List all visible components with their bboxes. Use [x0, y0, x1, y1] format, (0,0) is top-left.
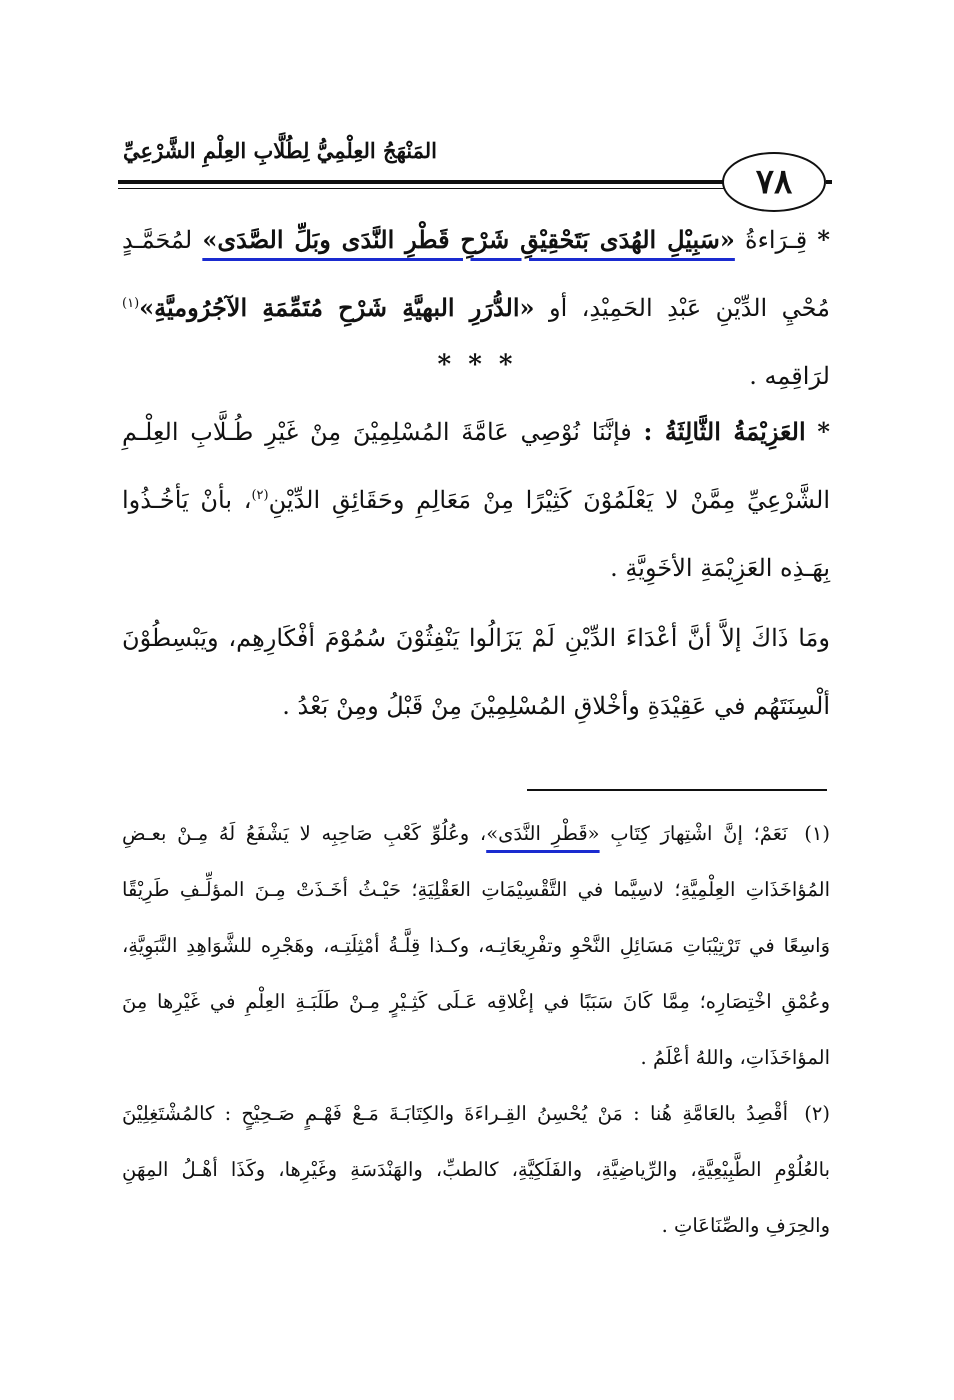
footnote-marker: (٢) [804, 1102, 830, 1125]
bullet-star: * [817, 417, 830, 446]
p2-text-b: ، بأنْ يَأخُـذُوا بِهَـذِه العَزِيْمَةِ الأخَوِيَّةِ . [122, 486, 830, 582]
page-number [722, 152, 826, 212]
footnote-1-text: ، وعُلُوِّ كَعْبِ صَاحِبِه لا يَشْفَعُ لَهُ مِـنْ بعـضِ المُؤاخَذَاتِ العِلْمِيَّةِ؛ لاسِيَّما في التَّقْسِيْمَاتِ العَقْلِيَةِ؛ حَيْـثُ أخَـذَتْ مِـنَ المؤلِّـفِ طَرِيْقًا وَاسِعًا في تَرْتِيْبَاتِ مَسَائِلِ النَّحْوِ وتفْرِيعَاتِـه، وكـذا قِلَّـةُ أمْثِلَتِـه، وهَجْرِه للشَّوَاهِدِ النَّبَوِيَّةِ، وعُمْقِ اخْتِصَارِه؛ مِمَّا كَانَ سَبَبًا في إغْلاقِه عَـلَى كَثِـيْرٍ مِـنْ طَلَبَـةِ العِلْمِ في غَيْرِها مِنَ المؤاخَذَاتِ، واللهُ أعْلَمُ . [122, 822, 830, 1069]
footnote-1-book-title: «قَطْرِ النَّدَى» [486, 822, 600, 845]
footnote-divider [527, 789, 827, 791]
footnote-2-text: أقْصِدُ بالعَامَّةِ هُنا : مَنْ يُحْسِنُ القِـراءَةَ والكِتَابَـةَ مَـعْ فَهْـمٍ صَـحِيْحٍ : كالمُشْتَغِلِيْنَ بالعُلُوْمِ الطَّبِيْعِيَّةِ، والرِّياضِيَّةِ، والفَلَكِيَّةِ، كالطبِّ، والهَنْدَسَةِ وغَيْرِها، وكَذَا أهْـلُ المِهَنِ والحِرَفِ والصِّنَاعَاتِ . [122, 1102, 830, 1237]
section-separator: * * * [437, 350, 517, 380]
bullet-star: * [817, 225, 830, 254]
footnote-2 [122, 1086, 830, 1254]
p3-text: ومَا ذَاكَ إلاَّ أنَّ أعْدَاءَ الدِّيْنِ لَمْ يَزَالُوا يَنْفِثُوْنَ سُمُوْمَ أفْكَارِهِم، ويَبْسِطُوْنَ ألْسِنَتَهُم في عَقِيْدَةِ وأخْلاقِ المُسْلِمِيْنَ مِنْ قَبْلُ ومِنْ بَعْدُ . [122, 624, 830, 720]
book-title-sabil-al-huda: «سَبِيْلِ الهُدَى بَتَحْقِيْقِ شَرْحِ قَطْرِ النَّدَى وبَلِّ الصَّدَى» [202, 225, 735, 254]
header-rule [118, 180, 730, 184]
p1-after-title: لمُحَمَّـدٍ مُحْيِ الدِّيْنِ عَبْدِ الحَمِيْدِ، أو [122, 226, 830, 322]
paragraph-third-resolve [122, 398, 830, 602]
footnote-1 [122, 806, 830, 1086]
running-title: المَنْهَجُ العِلْمِيُّ لِطُلَّابِ العِلْمِ الشَّرْعِيِّ [123, 138, 437, 163]
footnote-marker: (١) [804, 822, 830, 845]
footnote-1-lead: نَعَمْ؛ إنَّ اشْتِهارَ كِتَابِ [610, 822, 788, 845]
footnote-ref-2: (٢) [251, 488, 269, 503]
book-title-durar: «الدُّرَرِ البهيَّةِ شَرْحِ مُتَمِّمَةِ الآجُرُوميَّةِ» [139, 293, 535, 322]
page-number-text: ٧٨ [755, 162, 793, 202]
p2-text-a: فإنَّنَا نُوْصِي عَامَّةَ المُسْلِمِيْنَ مِنْ غَيْرِ طُـلَّابِ العِلْـمِ الشَّرْعِيِّ مِمَّنْ لا يَعْلَمُوْنَ كَثِيْرًا مِنْ مَعَالِمِ وحَقَائِقِ الدِّيْنِ [122, 418, 830, 514]
header-rule-thin [118, 188, 730, 189]
section-heading: العَزِيْمَةُ الثَّالِثَةُ : [643, 417, 806, 446]
p1-tail: لرَاقِمِه . [749, 362, 830, 390]
paragraph-reason [122, 604, 830, 740]
footnote-ref-1: (١) [122, 296, 140, 311]
header-rule-stub [826, 180, 832, 184]
p1-lead: قِـرَاءةُ [745, 226, 808, 254]
